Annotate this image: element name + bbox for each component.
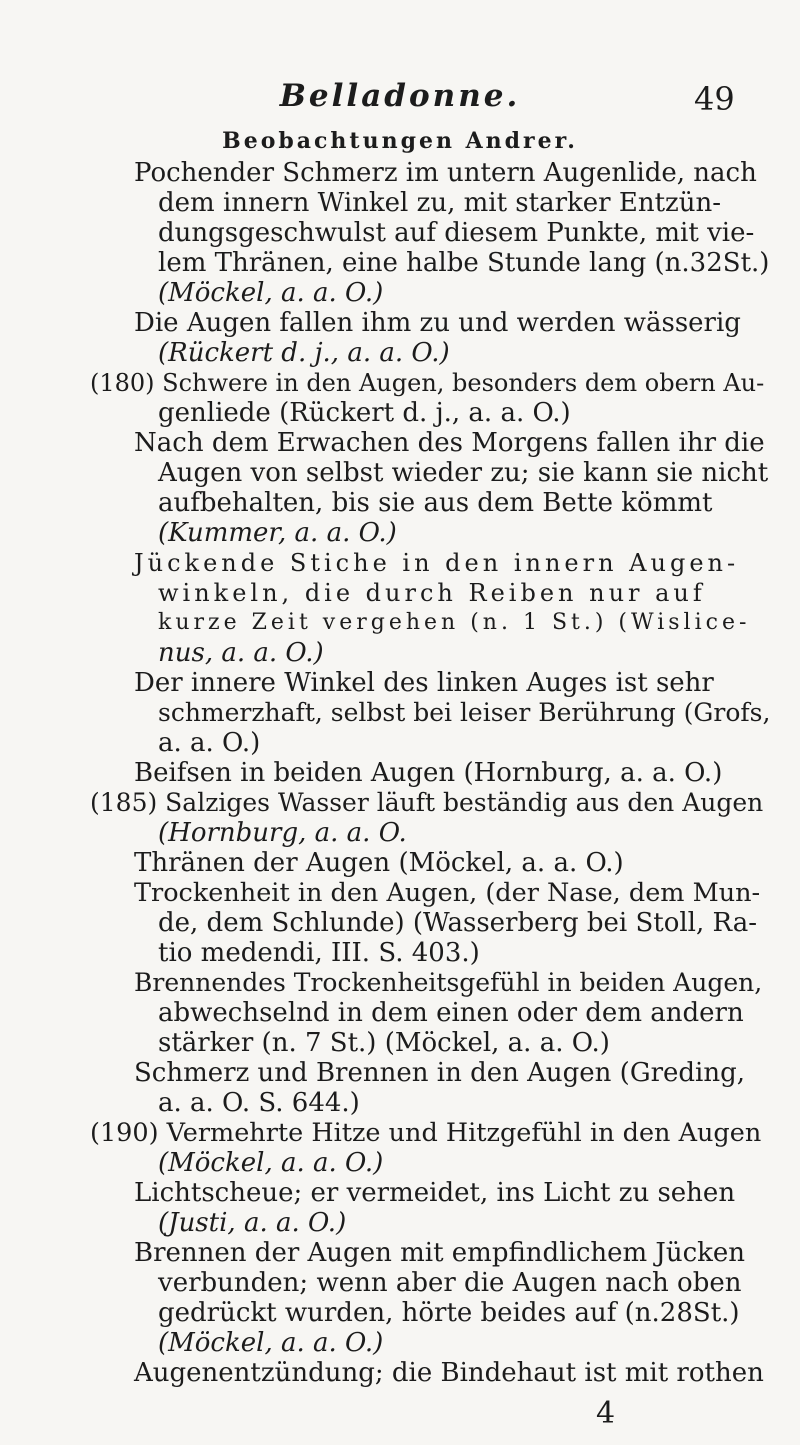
text-line: lem Thränen, eine halbe Stunde lang (n.32St.) bbox=[158, 248, 770, 278]
text-line: abwechselnd in dem einen oder dem andern bbox=[158, 998, 744, 1028]
text-line: Der innere Winkel des linken Auges ist sehr bbox=[134, 668, 714, 698]
text-line: gedrückt wurden, hörte beides auf (n.28St.) bbox=[158, 1298, 740, 1328]
text-line: Beifsen in beiden Augen (Hornburg, a. a. O.) bbox=[134, 758, 723, 788]
text-line: stärker (n. 7 St.) (Möckel, a. a. O.) bbox=[158, 1028, 610, 1058]
text-line: (Kummer, a. a. O.) bbox=[158, 518, 397, 548]
text-line: schmerzhaft, selbst bei leiser Berührung (Grofs, bbox=[158, 698, 771, 727]
text-line: (Justi, a. a. O.) bbox=[158, 1208, 347, 1238]
text-line: Jückende Stiche in den innern Augen- bbox=[134, 549, 740, 577]
text-line: Trockenheit in den Augen, (der Nase, dem Mun- bbox=[134, 878, 761, 908]
text-line: a. a. O.) bbox=[158, 728, 261, 758]
text-line: aufbehalten, bis sie aus dem Bette kömmt bbox=[158, 488, 713, 518]
text-line: Pochender Schmerz im untern Augenlide, nach bbox=[134, 158, 757, 188]
text-line: kurze Zeit vergehen (n. 1 St.) (Wislice- bbox=[158, 610, 751, 635]
text-line: (Rückert d. j., a. a. O.) bbox=[158, 338, 450, 368]
text-line: (185) Salziges Wasser läuft beständig aus den Augen bbox=[90, 788, 764, 817]
text-line: winkeln, die durch Reiben nur auf bbox=[158, 579, 706, 607]
text-line: Lichtscheue; er vermeidet, ins Licht zu sehen bbox=[134, 1178, 736, 1208]
text-line: Augen von selbst wieder zu; sie kann sie nicht bbox=[158, 458, 769, 488]
text-line: nus, a. a. O.) bbox=[158, 638, 324, 668]
text-line: Thränen der Augen (Möckel, a. a. O.) bbox=[134, 848, 624, 878]
catchword: 4 bbox=[596, 1396, 616, 1431]
text-line: Nach dem Erwachen des Morgens fallen ihr die bbox=[134, 428, 765, 458]
text-line: Die Augen fallen ihm zu und werden wässerig bbox=[134, 308, 741, 338]
text-line: a. a. O. S. 644.) bbox=[158, 1088, 360, 1118]
text-line: dungsgeschwulst auf diesem Punkte, mit vie- bbox=[158, 218, 755, 248]
text-line: Augenentzündung; die Bindehaut ist mit rothen bbox=[134, 1358, 764, 1388]
section-heading: Beobachtungen Andrer. bbox=[222, 128, 578, 154]
text-line: (Hornburg, a. a. O. bbox=[158, 818, 407, 848]
text-line: tio medendi, III. S. 403.) bbox=[158, 938, 480, 968]
text-line: (Möckel, a. a. O.) bbox=[158, 1328, 384, 1358]
text-line: dem innern Winkel zu, mit starker Entzün- bbox=[158, 188, 721, 218]
text-line: Brennen der Augen mit empfindlichem Jücken bbox=[134, 1238, 746, 1268]
text-line: (190) Vermehrte Hitze und Hitzgefühl in den Augen bbox=[90, 1118, 762, 1148]
text-line: (180) Schwere in den Augen, besonders dem obern Au- bbox=[90, 369, 765, 397]
text-line: genliede (Rückert d. j., a. a. O.) bbox=[158, 398, 571, 428]
text-line: verbunden; wenn aber die Augen nach oben bbox=[158, 1268, 742, 1298]
text-line: (Möckel, a. a. O.) bbox=[158, 278, 384, 308]
text-line: de, dem Schlunde) (Wasserberg bei Stoll, Ra- bbox=[158, 908, 757, 938]
running-title: Belladonne. bbox=[279, 78, 521, 114]
page-number: 49 bbox=[694, 80, 735, 118]
text-line: Brennendes Trockenheitsgefühl in beiden Augen, bbox=[134, 968, 763, 997]
text-line: Schmerz und Brennen in den Augen (Greding, bbox=[134, 1058, 746, 1088]
text-line: (Möckel, a. a. O.) bbox=[158, 1148, 384, 1178]
